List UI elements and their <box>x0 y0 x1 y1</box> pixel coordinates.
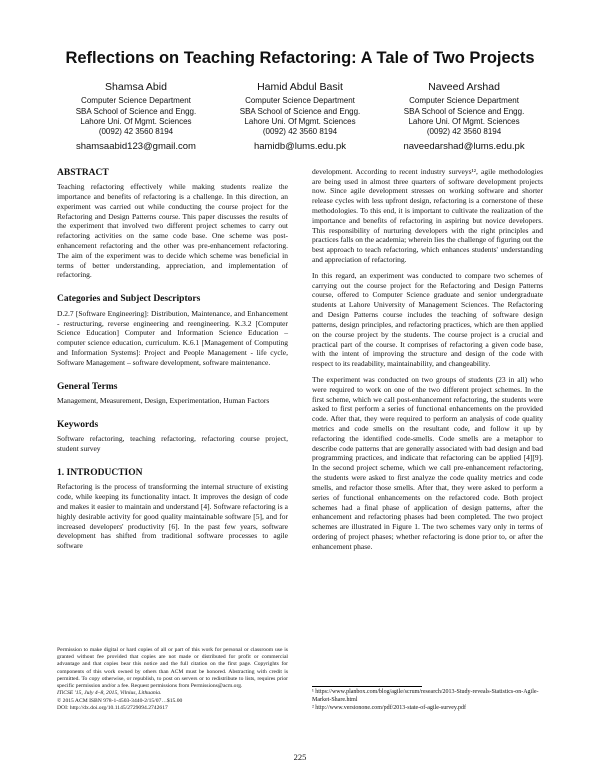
conference-line: ITiCSE '15, July 4–8, 2015, Vilnius, Lithuania. <box>57 690 162 697</box>
doi-line[interactable]: DOI: http://dx.doi.org/10.1145/2729094.2742617 <box>57 705 168 712</box>
heading-introduction: 1. INTRODUCTION <box>57 467 143 478</box>
author-name: Hamid Abdul Basit <box>257 81 343 94</box>
author-email[interactable]: naveedarshad@lums.edu.pk <box>403 140 525 152</box>
author-phone: (0092) 42 3560 8194 <box>262 127 338 137</box>
author-block <box>57 81 215 152</box>
heading-abstract: ABSTRACT <box>57 167 109 178</box>
author-department: Computer Science Department <box>245 96 355 106</box>
left-column <box>57 167 288 713</box>
paragraph: The experiment was conducted on two groups of students (23 in all) who were required to work on one of the two different project schemes. In the first scheme, which we call post-enhancement refactoring, the students were asked to first perform a series of functional enhancements on the provided code. After that, they were required to perform an analysis of code quality metrics and code smells on the resultant code, and follow it up by refactoring the identified code-smells. Code smells are a metaphor to describe code patterns that are generally associated with bad design and bad programming practices, and indicate that refactoring can be applied [4][9]. In the second project scheme, which we call pre-enhancement refactoring, the students were asked to first analyze the code quality metrics and code smells, and refactor those smells. After that, they were asked to perform a series of functional enhancements on the refactored code. Both project schemes had a final phase of application of design patterns, after the enhancement and refactoring phases had been completed. The two project schemes are illustrated in Figure 1. The two schemes vary only in terms of ordering of project phases; whether refactoring is done prior to, or after the enhancement phase. <box>312 374 543 551</box>
author-department: Computer Science Department <box>409 96 519 106</box>
author-school: SBA School of Science and Engg. <box>403 106 525 116</box>
heading-categories: Categories and Subject Descriptors <box>57 294 201 305</box>
author-university: Lahore Uni. Of Mgmt. Sciences <box>244 116 356 126</box>
author-block <box>221 81 379 152</box>
author-name: Shamsa Abid <box>105 81 167 94</box>
author-university: Lahore Uni. Of Mgmt. Sciences <box>408 116 520 126</box>
footnote-2[interactable]: ² http://www.versionone.com/pdf/2013-state-of-agile-survey.pdf <box>312 704 466 711</box>
general-terms-text: Management, Measurement, Design, Experimentation, Human Factors <box>57 396 270 405</box>
right-column <box>312 167 543 713</box>
author-block <box>385 81 543 152</box>
heading-keywords: Keywords <box>57 419 99 430</box>
footnote-separator <box>312 686 422 687</box>
paragraph: development. According to recent industry surveys¹², agile methodologies are being used in almost three quarters of software development projects now. Since agile development stresses on working software and shorter release cycles with less upfront design, refactoring is a cornerstone of these methodologies. To this end, it is important to cultivate the realization of the importance and benefits of refactoring in aspiring but novice developers. This responsibility of nurturing developers with the right principles and practices falls on the academia; wherein lies the challenge of figuring out the best approach to teach refactoring, which enhances students' understanding and appreciation of refactoring. <box>312 166 543 264</box>
author-department: Computer Science Department <box>81 96 191 106</box>
author-phone: (0092) 42 3560 8194 <box>426 127 502 137</box>
paragraph: In this regard, an experiment was conducted to compare two schemes of carrying out the course project for the Refactoring and Design Patterns course, offered to Computer Science graduate and senior undergraduate students at Lahore University of Management Sciences. The Refactoring and Design Patterns course includes the teaching of software design patterns, design principles, and refactoring practices, which are then applied on the course project by the students. The course project is a crucial and practical part of the course. It comprises of refactoring a given code base, with the intent of improving the structure and design of the code with respect to its readability, maintainability, and changeability. <box>312 270 543 369</box>
footnote-1[interactable]: ¹ https://www.planbox.com/blog/agile/scrum/research/2013-Study-reveals-Statistics-on-Agile-Market-Share.html <box>312 689 539 704</box>
author-school: SBA School of Science and Engg. <box>75 106 197 116</box>
paper-body <box>57 167 543 713</box>
permission-block <box>57 641 288 713</box>
permission-note: Permission to make digital or hard copies of all or part of this work for personal or classroom use is granted without fee provided that copies are not made or distributed for profit or commercial advantage and that copies bear this notice and the full citation on the first page. Copyrights for components of this work owned by others than ACM must be honored. Abstracting with credit is permitted. To copy otherwise, or republish, to post on servers or to redistribute to lists, requires prior specific permission and/or a fee. Request permissions from Permissions@acm.org. <box>57 647 288 689</box>
footnote-block <box>312 680 543 712</box>
heading-general-terms: General Terms <box>57 381 118 392</box>
author-university: Lahore Uni. Of Mgmt. Sciences <box>80 116 192 126</box>
author-email[interactable]: hamidb@lums.edu.pk <box>253 140 347 152</box>
paper-title: Reflections on Teaching Refactoring: A Tale of Two Projects <box>65 49 535 67</box>
categories-text: D.2.7 [Software Engineering]: Distribution, Maintenance, and Enhancement - restructuring, reverse engineering and reengineering. K.3.2 [Computer Science Education] Computer and Information Science Education – computer science education, curriculum. K.6.1 [Management of Computing and Information Systems]: Project and People Management - life cycle, Software Management – software development, software maintenance. <box>57 308 288 367</box>
copyright-line: © 2015 ACM ISBN 978-1-4503-3440-2/15/07…$15.00 <box>57 697 183 704</box>
keywords-text: Software refactoring, teaching refactoring, refactoring course project, student survey <box>57 434 288 454</box>
author-school: SBA School of Science and Engg. <box>239 106 361 116</box>
author-row <box>57 81 543 152</box>
author-email[interactable]: shamsaabid123@gmail.com <box>75 140 196 152</box>
page-number: 225 <box>293 752 307 762</box>
introduction-text: Refactoring is the process of transforming the internal structure of existing code, while keeping its functionality intact. It improves the design of code and makes it easier to maintain and understand [4]. Software refactoring is a highly desirable activity for good quality maintainable software [5], and for increased developers' productivity [6]. In the past few years, software development has shifted from traditional software processes to agile software <box>57 482 288 551</box>
abstract-text: Teaching refactoring effectively while making students realize the importance and benefits of refactoring is a challenge. In this direction, an experiment was carried out while conducting the course project for the Refactoring and Design Patterns course. This paper discusses the results of the experiment that involved two different project schemes to carry out refactoring activities on the same code base. One scheme was post-enhancement refactoring and the other was pre-enhancement refactoring. The aim of the experiment was to decide which scheme was beneficial in terms of better understanding, appreciation, and implementation of refactoring. <box>57 182 288 280</box>
author-name: Naveed Arshad <box>428 81 500 94</box>
author-phone: (0092) 42 3560 8194 <box>98 127 174 137</box>
